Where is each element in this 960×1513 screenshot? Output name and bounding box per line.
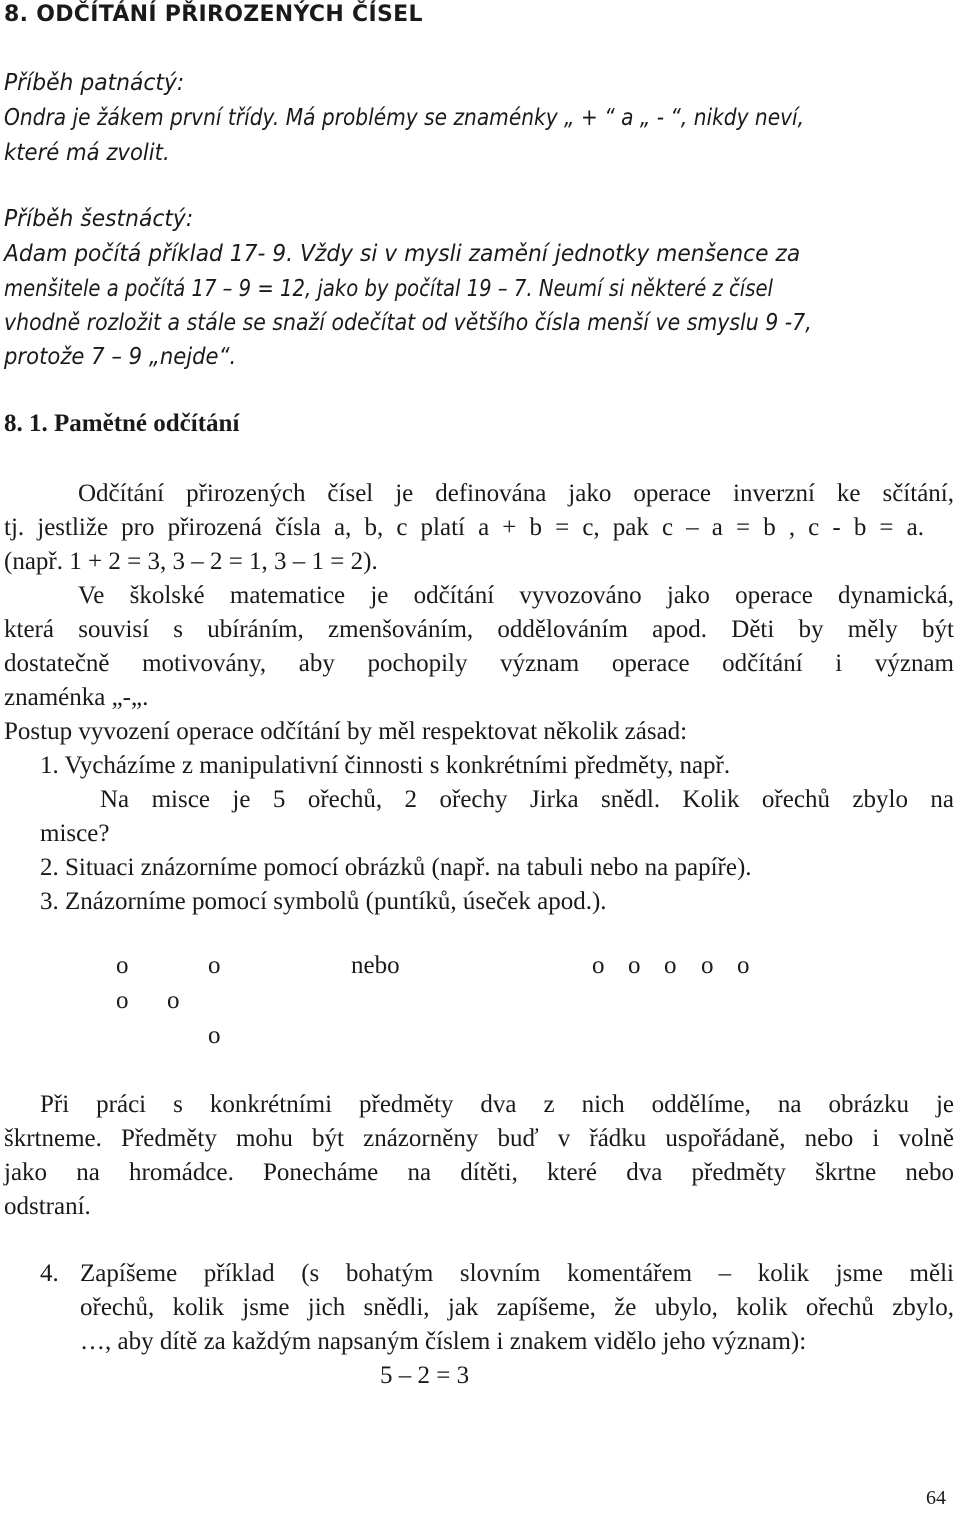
dot-symbol: o bbox=[592, 952, 605, 979]
section-heading: 8. 1. Pamětné odčítání bbox=[4, 410, 240, 437]
story-16-line: Adam počítá příklad 17- 9. Vždy si v mysli zamění jednotky menšence za bbox=[4, 241, 801, 267]
story-16-line: vhodně rozložit a stále se snaží odečítat od většího čísla menší ve smyslu 9 -7, bbox=[4, 310, 812, 336]
dot-symbol: o bbox=[208, 1022, 221, 1049]
list-item: ořechů, kolik jsme jich snědli, jak zapíšeme, že ubylo, kolik ořechů zbylo, bbox=[80, 1294, 954, 1321]
paragraph-line: (např. 1 + 2 = 3, 3 – 2 = 1, 3 – 1 = 2). bbox=[4, 548, 378, 575]
list-item-example: Na misce je 5 ořechů, 2 ořechy Jirka snědl. Kolik ořechů zbylo na bbox=[100, 786, 954, 813]
equation: 5 – 2 = 3 bbox=[380, 1362, 470, 1389]
story-16-line: menšitele a počítá 17 – 9 = 12, jako by počítal 19 – 7. Neumí si některé z čísel bbox=[4, 276, 773, 302]
paragraph-line: Odčítání přirozených čísel je definována jako operace inverzní ke sčítání, bbox=[78, 480, 954, 507]
dot-symbol: o bbox=[208, 952, 221, 979]
list-item: 1. Vycházíme z manipulativní činnosti s konkrétními předměty, např. bbox=[40, 752, 731, 779]
list-item: …, aby dítě za každým napsaným číslem i znakem vidělo jeho význam): bbox=[80, 1328, 807, 1355]
story-15-line: Ondra je žákem první třídy. Má problémy se znaménky „ + “ a „ - “, nikdy neví, bbox=[4, 105, 805, 131]
dot-symbol: o bbox=[167, 987, 180, 1014]
chapter-title: 8. ODČÍTÁNÍ PŘIROZENÝCH ČÍSEL bbox=[4, 2, 423, 27]
paragraph-line: škrtneme. Předměty mohu být znázorněny buď v řádku uspořádaně, nebo i volně bbox=[4, 1125, 954, 1152]
paragraph-line: Ve školské matematice je odčítání vyvozováno jako operace dynamická, bbox=[78, 582, 954, 609]
list-item: 3. Znázorníme pomocí symbolů (puntíků, úseček apod.). bbox=[40, 888, 607, 915]
list-item: Zapíšeme příklad (s bohatým slovním komentářem – kolik jsme měli bbox=[80, 1260, 954, 1287]
dot-symbol: o bbox=[116, 987, 129, 1014]
page-number: 64 bbox=[926, 1487, 946, 1509]
dot-symbol: o bbox=[628, 952, 641, 979]
paragraph-line: jako na hromádce. Ponecháme na dítěti, které dva předměty škrtne nebo bbox=[4, 1159, 954, 1186]
dot-symbol: o bbox=[701, 952, 714, 979]
story-15-line: které má zvolit. bbox=[4, 140, 170, 166]
list-item: 2. Situaci znázorníme pomocí obrázků (např. na tabuli nebo na papíře). bbox=[40, 854, 752, 881]
story-16-line: protože 7 – 9 „nejde“. bbox=[4, 344, 237, 370]
dot-symbol: o bbox=[664, 952, 677, 979]
or-label: nebo bbox=[351, 952, 400, 979]
paragraph-line: tj. jestliže pro přirozená čísla a, b, c platí a + b = c, pak c – a = b , c - b = a. bbox=[4, 514, 924, 541]
paragraph-line: dostatečně motivovány, aby pochopily význam operace odčítání i význam bbox=[4, 650, 954, 677]
list-item-example: misce? bbox=[40, 820, 110, 847]
paragraph-line: Při práci s konkrétními předměty dva z nich oddělíme, na obrázku je bbox=[40, 1091, 954, 1118]
dot-symbol: o bbox=[116, 952, 129, 979]
story-16-title: Příběh šestnáctý: bbox=[4, 206, 194, 232]
paragraph-line: Postup vyvození operace odčítání by měl respektovat několik zásad: bbox=[4, 718, 688, 745]
story-15-title: Příběh patnáctý: bbox=[4, 70, 185, 96]
paragraph-line: která souvisí s ubíráním, zmenšováním, oddělováním apod. Děti by měly být bbox=[4, 616, 954, 643]
dot-symbol: o bbox=[737, 952, 750, 979]
paragraph-line: znaménka „-„. bbox=[4, 684, 149, 711]
list-item-number: 4. bbox=[40, 1260, 59, 1287]
paragraph-line: odstraní. bbox=[4, 1193, 91, 1220]
